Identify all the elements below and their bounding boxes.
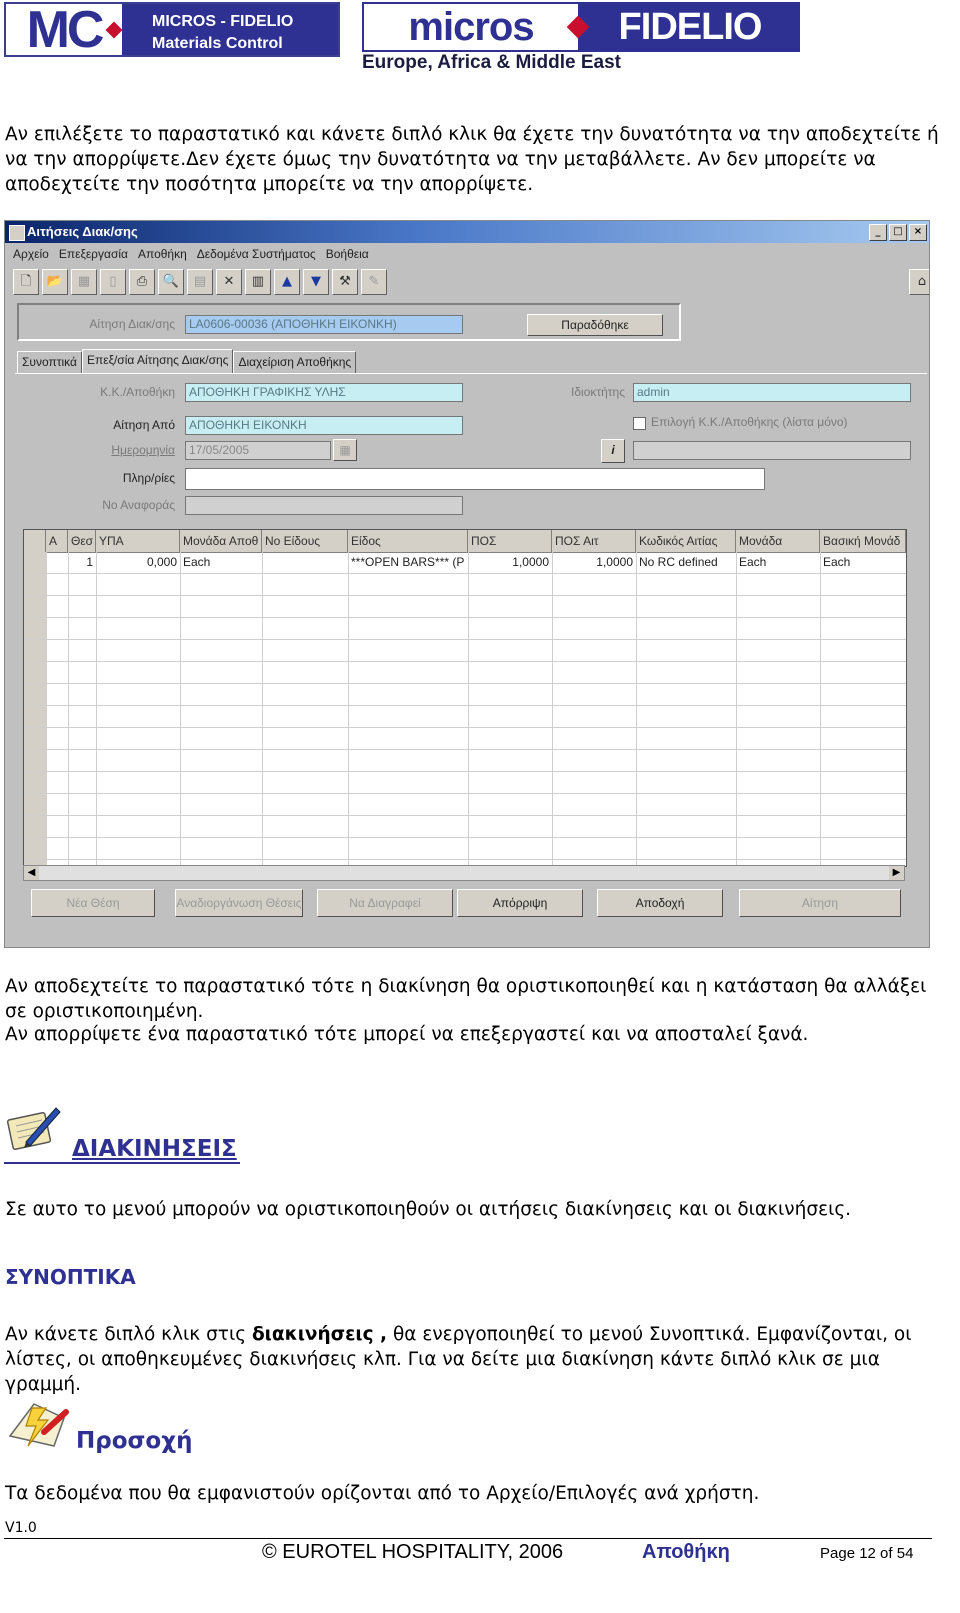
menu-system-data[interactable]: Δεδομένα Συστήματος [196,247,316,261]
maximize-button[interactable]: □ [889,224,907,241]
micros-fidelio-materials-control-logo [4,2,340,57]
request-button[interactable]: Αίτηση [739,889,901,917]
region-label: Europe, Africa & Middle East [362,52,622,73]
col-header-unit[interactable]: Μονάδα [736,530,820,552]
micros-wordmark: micros [362,2,580,52]
info-icon[interactable]: i [601,439,625,463]
preview-icon[interactable]: 🔍 [158,269,184,295]
attention-text: Τα δεδομένα που θα εμφανιστούν ορίζονται από το Αρχείο/Επιλογές ανά χρήστη. [5,1483,760,1504]
scroll-right-icon[interactable]: ▶ [889,866,904,880]
summary-text [5,1322,945,1397]
save-icon[interactable]: ▦ [71,269,97,295]
cell-unit: Each [739,555,767,569]
empty-table-row[interactable] [24,574,906,596]
col-header-reason-code[interactable]: Κωδικός Αιτίας [636,530,736,552]
request-from-field[interactable]: ΑΠΟΘΗΚΗ ΕΙΚΟΝΚΗ [185,416,463,435]
new-position-button[interactable]: Νέα Θέση [31,889,155,917]
calendar-icon[interactable]: ▦ [333,439,357,461]
intro-paragraph: Αν επιλέξετε το παραστατικό και κάνετε διπλό κλικ θα έχετε την δυνατότητα να την αποδεχτείτε ή να την απορρίψετε.Δεν έχετε όμως την δυνατότητα να την μεταβάλλετε. Αν δεν μπορείτε να αποδεχτείτε την ποσότητα μπορείτε να την απορρίψετε. [5,124,939,195]
info-side-field [633,441,911,460]
micros-fidelio-logo [362,2,800,52]
window-title: Αιτήσεις Διακ/σης [27,224,138,239]
reorganize-positions-button[interactable]: Αναδιοργάνωση Θέσεις [175,889,303,917]
date-field[interactable]: 17/05/2005 [185,441,331,460]
col-header-position[interactable]: Θεσ [68,530,96,552]
home-icon[interactable]: ⌂ [909,269,930,295]
section-text: Σε αυτο το μενού μπορούν να οριστικοποιηθούν οι αιτήσεις διακίνησεις και οι διακινήσεις. [5,1199,852,1220]
empty-table-row[interactable] [24,728,906,750]
summary-heading: ΣΥΝΟΠΤΙΚΑ [5,1265,136,1289]
menu-store[interactable]: Αποθήκη [137,247,187,261]
new-icon[interactable]: 🗋 [13,269,39,295]
empty-table-row[interactable] [24,772,906,794]
menu-help[interactable]: Βοήθεια [325,247,369,261]
empty-table-row[interactable] [24,684,906,706]
copyright-text: © EUROTEL HOSPITALITY, 2006 [262,1541,564,1563]
empty-table-row[interactable] [24,750,906,772]
accept-button[interactable]: Αποδοχή [597,889,723,917]
owner-field[interactable]: admin [633,383,911,402]
empty-table-row[interactable] [24,662,906,684]
requests-window-screenshot [4,220,930,948]
fidelio-wordmark: FIDELIO [580,2,800,52]
summary-text-bold: διακινήσεις , [251,1324,388,1345]
summary-text-start: Αν κάνετε διπλό κλικ στις [5,1324,252,1345]
reject-button[interactable]: Απόρριψη [457,889,583,917]
reject-explanation: Αν απορρίψετε ένα παραστατικό τότε μπορεί να επεξεργαστεί και να αποσταλεί ξανά. [5,1024,809,1045]
items-grid[interactable] [23,529,907,867]
empty-table-row[interactable] [24,706,906,728]
scroll-left-icon[interactable]: ◀ [24,866,39,880]
pencil-icon[interactable]: ✎ [361,269,387,295]
col-header-store-unit[interactable]: Μονάδα Αποθ [180,530,262,552]
menu-edit[interactable]: Επεξεργασία [58,247,128,261]
delete-line-button[interactable]: Να Διαγραφεί [317,889,453,917]
page-number: Page 12 of 54 [820,1545,914,1562]
request-label: Αίτηση Διακ/σης [89,317,175,331]
cell-base-unit: Each [823,555,851,569]
col-header-requested-quantity[interactable]: ΠΟΣ Αιτ [552,530,636,552]
menu-bar [5,243,930,265]
empty-table-row[interactable] [24,618,906,640]
summary-text-end: θα ενεργοποιηθεί το μενού Συνοπτικά. Εμφανίζονται, οι λίστες, οι αποθηκευμένες διακινήσεις κλπ. Για να δείτε μια διακίνηση κάντε διπλό κλικ σε μια γραμμή. [5,1324,912,1395]
col-header-base-unit[interactable]: Βασική Μονάδ [820,530,906,552]
mc-logo-line2: Materials Control [152,35,283,52]
attention-heading: Προσοχή [76,1428,193,1454]
section-underline [4,1162,240,1164]
cell-a [46,552,68,573]
request-from-label: Αίτηση Από [113,418,175,432]
print-icon[interactable]: ⎙ [129,269,155,295]
app-icon [9,225,25,241]
cost-center-list-checkbox[interactable] [633,417,646,430]
info-label: Πληρ/ρίες [122,471,175,485]
delivered-button[interactable]: Παραδόθηκε [527,314,663,336]
warning-lightning-icon [4,1396,74,1452]
cost-center-field[interactable]: ΑΠΟΘΗΚΗ ΓΡΑΦΙΚΗΣ ΥΛΗΣ [185,383,463,402]
footer-divider [4,1538,932,1539]
footer-section-name: Αποθήκη [642,1541,730,1563]
empty-table-row[interactable] [24,838,906,860]
reference-field[interactable] [185,496,463,515]
minimize-button[interactable]: _ [869,224,887,241]
accept-explanation: Αν αποδεχτείτε το παραστατικό τότε η διακίνηση θα οριστικοποιηθεί και η κατάσταση θα αλλάξει σε οριστικοποιημένη. [5,976,927,1022]
calculator-icon[interactable]: ▥ [245,269,271,295]
reference-label: Νο Αναφοράς [102,498,175,512]
version-label: V1.0 [5,1520,37,1536]
tab-request-processing[interactable]: Επεξ/σία Αίτησης Διακ/σης [82,349,233,374]
close-button[interactable]: × [909,224,927,241]
down-arrow-icon[interactable]: ▼ [303,269,329,295]
date-label: Ημερομηνία [111,443,175,457]
blank-icon[interactable]: ▯ [100,269,126,295]
window-titlebar [5,221,929,243]
empty-table-row[interactable] [24,794,906,816]
col-header-stock[interactable]: ΥΠΑ [96,530,180,552]
cell-reason-code: No RC defined [639,555,718,569]
cell-requested-quantity: 1,0000 [596,555,633,569]
col-header-blank [24,530,46,552]
cell-item-no [262,552,348,573]
copy-icon[interactable]: ▤ [187,269,213,295]
toolbar [13,269,387,297]
open-icon[interactable]: 📂 [42,269,68,295]
request-field[interactable]: LA0606-00036 (ΑΠΟΘΗΚΗ ΕΙΚΟΝΚΗ) [185,315,463,334]
empty-table-row[interactable] [24,640,906,662]
col-header-item[interactable]: Είδος [348,530,468,552]
tab-strip [17,351,356,373]
cell-stock: 0,000 [146,555,177,569]
menu-file[interactable]: Αρχείο [13,247,49,261]
delete-icon[interactable]: ✕ [216,269,242,295]
empty-table-row[interactable] [24,816,906,838]
owner-label: Ιδιοκτήτης [571,385,625,399]
table-row[interactable] [24,552,906,574]
tab-summary[interactable]: Συνοπτικά [17,351,82,373]
empty-table-row[interactable] [24,596,906,618]
mc-logo-line1: MICROS - FIDELIO [152,13,294,30]
tab-store-management[interactable]: Διαχείριση Αποθήκης [233,351,356,373]
cell-position: 1 [86,555,93,569]
wand-icon[interactable]: ⚒ [332,269,358,295]
horizontal-scrollbar[interactable] [23,865,905,881]
cost-center-label: Κ.Κ./Αποθήκη [100,385,175,399]
col-header-quantity[interactable]: ΠΟΣ [468,530,552,552]
info-field[interactable] [185,468,765,490]
notebook-pen-icon [6,1102,62,1156]
cost-center-list-checkbox-label: Επιλογή Κ.Κ./Αποθήκης (λίστα μόνο) [651,415,848,429]
section-heading: ΔΙΑΚΙΝΗΣΕΙΣ [72,1136,237,1162]
col-header-a[interactable]: Α [46,530,68,552]
mc-logo-letters: MC [26,0,102,59]
up-arrow-icon[interactable]: ▲ [274,269,300,295]
col-header-item-no[interactable]: Νο Είδους [262,530,348,552]
grid-header [24,530,906,553]
cell-item: ***OPEN BARS*** (P [351,555,465,569]
cell-quantity: 1,0000 [512,555,549,569]
cell-store-unit: Each [183,555,211,569]
